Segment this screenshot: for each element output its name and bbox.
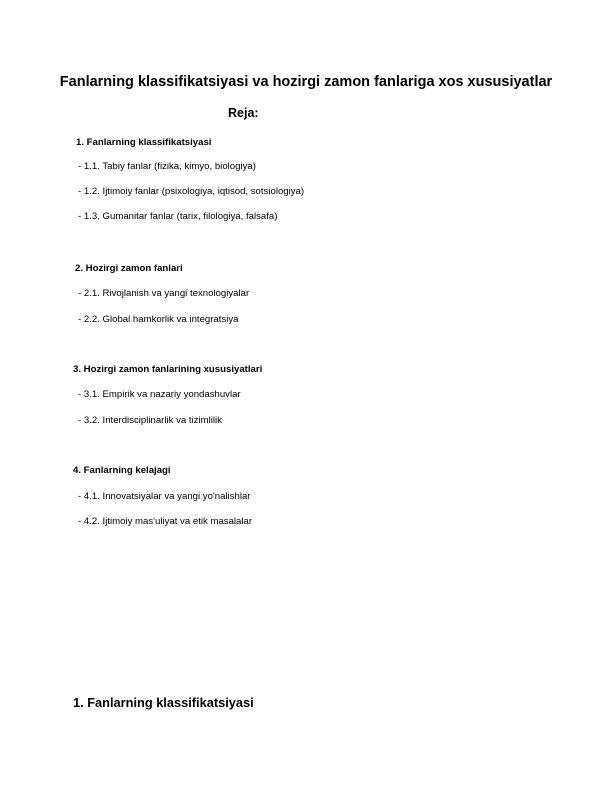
- section-heading-1: 1. Fanlarning klassifikatsiyasi: [76, 137, 212, 148]
- list-item: - 1.1. Tabiy fanlar (fizika, kimyo, biologiya): [78, 161, 256, 172]
- document-title: Fanlarning klassifikatsiyasi va hozirgi zamon fanlariga xos xususiyatlar: [59, 74, 553, 90]
- list-item: - 3.1. Empirik va nazariy yondashuvlar: [78, 389, 241, 400]
- section-heading-3: 3. Hozirgi zamon fanlarining xususiyatlari: [73, 364, 263, 375]
- section-heading-4: 4. Fanlarning kelajagi: [73, 465, 171, 476]
- section-heading-2: 2. Hozirgi zamon fanlari: [75, 263, 183, 274]
- list-item: - 2.1. Rivojlanish va yangi texnologiyalar: [78, 288, 250, 299]
- list-item: - 1.2. Ijtimoiy fanlar (psixologiya, iqtisod, sotsiologiya): [78, 186, 305, 197]
- list-item: - 4.2. Ijtimoiy mas'uliyat va etik masalalar: [78, 516, 253, 527]
- list-item: - 2.2. Global hamkorlik va integratsiya: [78, 314, 239, 325]
- list-item: - 1.3. Gumanitar fanlar (tarix, filologiya, falsafa): [78, 211, 278, 222]
- list-item: - 4.1. Innovatsiyalar va yangi yo'nalishlar: [78, 491, 251, 502]
- plan-label: Reja:: [228, 106, 259, 120]
- body-section-heading: 1. Fanlarning klassifikatsiyasi: [73, 695, 254, 710]
- list-item: - 3.2. Interdisciplinarlik va tizimlilik: [78, 415, 222, 426]
